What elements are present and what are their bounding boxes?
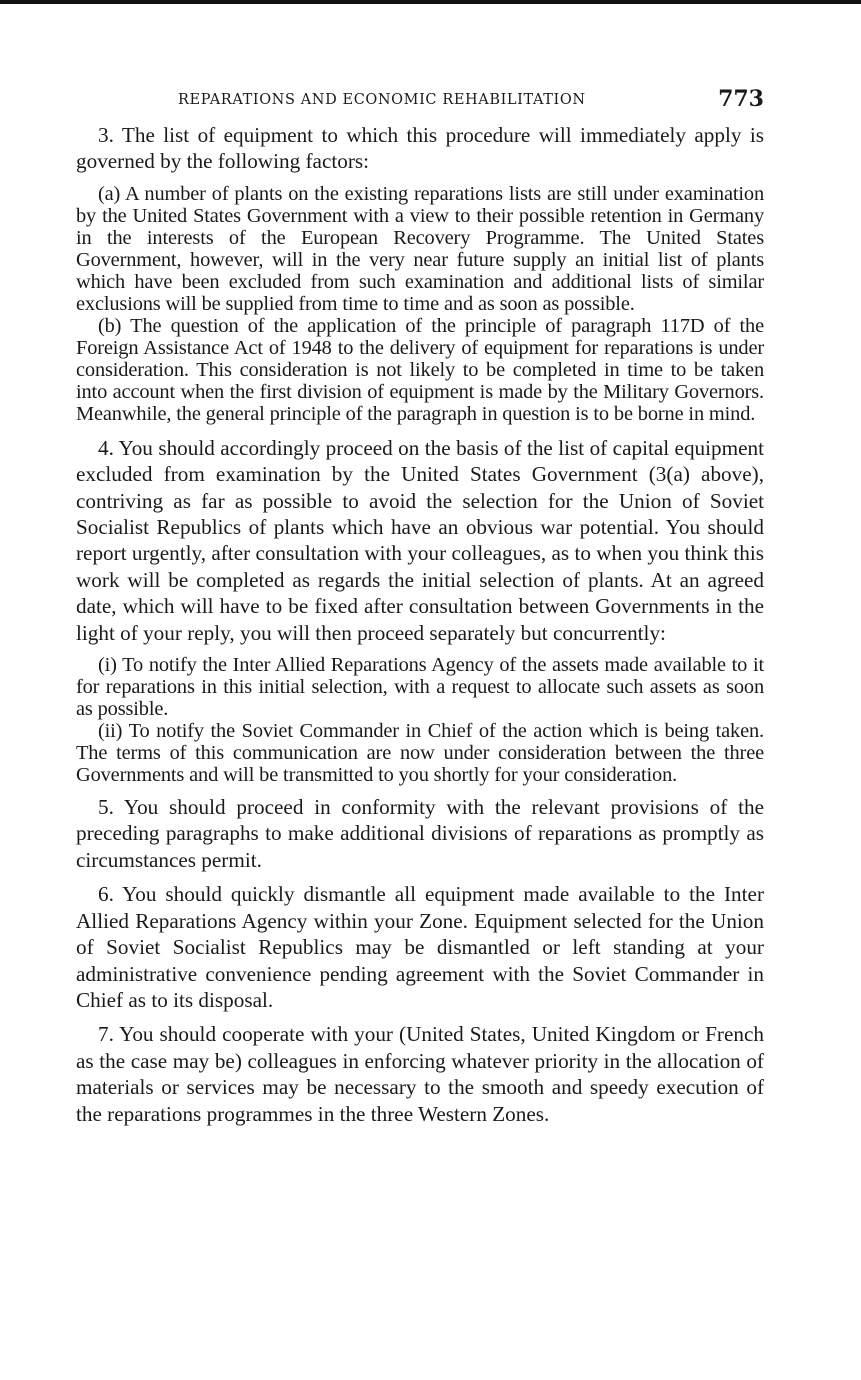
page-number: 773 — [718, 86, 764, 112]
running-title: REPARATIONS AND ECONOMIC REHABILITATION — [178, 92, 586, 108]
document-page — [76, 86, 764, 1127]
page-header — [76, 86, 764, 116]
paragraph-3: 3. The list of equipment to which this procedure will immediately apply is governed by the following factors: — [76, 123, 764, 174]
paragraph-7: 7. You should cooperate with your (United States, United Kingdom or French as the case may be) colleagues in enforcing whatever priority in the allocation of materials or services may be necessary to the smooth and speedy execution of the reparations programmes in the three Western Zones. — [76, 1022, 764, 1126]
paragraph-6: 6. You should quickly dismantle all equipment made available to the Inter Allied Reparations Agency within your Zone. Equipment selected for the Union of Soviet Socialist Republics may be dismantled or left standing at your administrative convenience pending agreement with the Soviet Commander in Chief as to its disposal. — [76, 882, 764, 1012]
paragraph-4: 4. You should accordingly proceed on the basis of the list of capital equipment excluded from examination by the United States Government (3(a) above), contriving as far as possible to avoid the selection for the Union of Soviet Socialist Republics of plants which have an obvious war potential. You should report urgently, after consultation with your colleagues, as to when you think this work will be completed as regards the initial selection of plants. At an agreed date, which will have to be fixed after consultation between Governments in the light of your reply, you will then proceed separately but concurrently: — [76, 435, 764, 645]
paragraph-4i: (i) To notify the Inter Allied Reparations Agency of the assets made available to it for reparations in this initial selection, with a request to allocate such assets as soon as possible. — [76, 654, 764, 721]
page-top-rule — [0, 0, 861, 4]
paragraph-4ii: (ii) To notify the Soviet Commander in Chief of the action which is being taken. The terms of this communication are now under consideration between the three Governments and will be transmitted to you shortly for your consideration. — [76, 720, 764, 787]
paragraph-3a: (a) A number of plants on the existing reparations lists are still under examination by the United States Government with a view to their possible retention in Germany in the interests of the European Recovery Programme. The United States Government, however, will in the very near future supply an initial list of plants which have been excluded from such examination and additional lists of similar exclusions will be supplied from time to time and as soon as possible. — [76, 182, 764, 315]
paragraph-5: 5. You should proceed in conformity with the relevant provisions of the preceding paragraphs to make additional divisions of reparations as promptly as circumstances permit. — [76, 795, 764, 872]
paragraph-3b: (b) The question of the application of the principle of paragraph 117D of the Foreign Assistance Act of 1948 to the delivery of equipment for reparations is under consideration. This consideration is not likely to be completed in time to be taken into account when the first division of equipment is made by the Military Governors. Meanwhile, the general principle of the paragraph in question is to be borne in mind. — [76, 314, 764, 425]
